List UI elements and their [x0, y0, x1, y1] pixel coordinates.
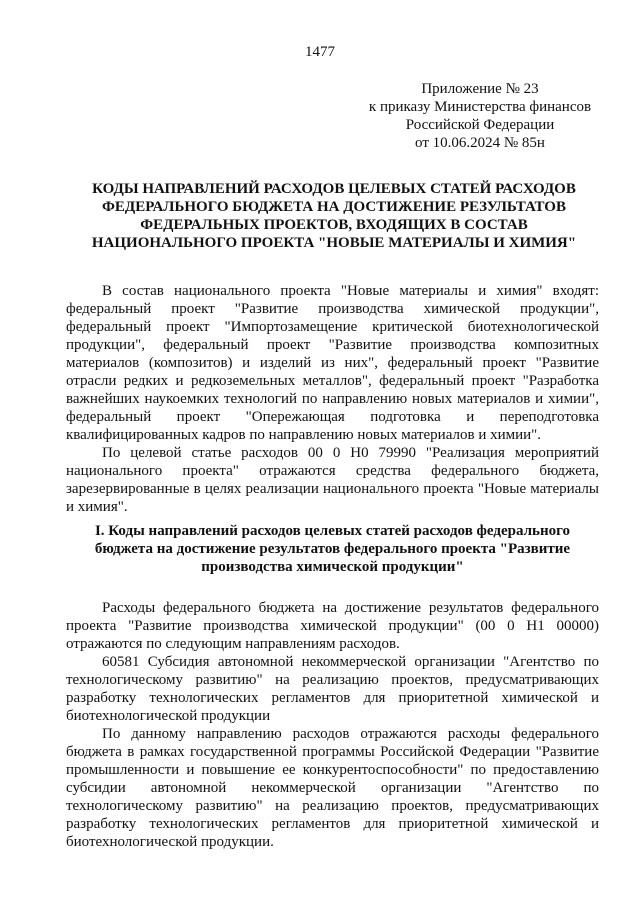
appendix-header — [330, 80, 630, 152]
section-title — [66, 522, 599, 576]
title-line: ФЕДЕРАЛЬНЫХ ПРОЕКТОВ, ВХОДЯЩИХ В СОСТАВ — [140, 217, 528, 233]
title-line: ФЕДЕРАЛЬНОГО БЮДЖЕТА НА ДОСТИЖЕНИЕ РЕЗУЛЬТАТОВ — [102, 199, 566, 215]
section-title-line: производства химической продукции" — [201, 559, 464, 575]
intro-text — [66, 282, 599, 516]
section-text — [66, 599, 599, 851]
section-title-line: I. Коды направлений расходов целевых статей расходов федерального — [94, 523, 571, 539]
appendix-line: к приказу Министерства финансов — [368, 99, 592, 115]
document-title — [60, 180, 608, 252]
paragraph: По данному направлению расходов отражаются расходы федерального бюджета в рамках государственной программы Российской Федерации "Развитие промышленности и повышение ее конкурентоспособности" по предоставлению субсидии автономной некоммерческой организации "Агентство по технологическому развитию" на реализацию проектов, предусматривающих разработку технологических регламентов для приоритетной химической и биотехнологической продукции. — [66, 726, 599, 850]
paragraph: Расходы федерального бюджета на достижение результатов федерального проекта "Развитие производства химической продукции" (00 0 Н1 00000) отражаются по следующим направлениям расходов. — [66, 600, 599, 652]
section-title-line: бюджета на достижение результатов федерального проекта "Развитие — [94, 541, 571, 557]
appendix-line: Приложение № 23 — [421, 81, 539, 97]
page-number: 1477 — [305, 44, 335, 60]
appendix-line: Российской Федерации — [405, 117, 555, 133]
title-line: КОДЫ НАПРАВЛЕНИЙ РАСХОДОВ ЦЕЛЕВЫХ СТАТЕЙ РАСХОДОВ — [92, 181, 576, 197]
paragraph: По целевой статье расходов 00 0 Н0 79990 "Реализация мероприятий национального проекта" отражаются средства федерального бюджета, зарезервированные в целях реализации национального проекта "Новые материалы и химия". — [66, 445, 599, 515]
paragraph: В состав национального проекта "Новые материалы и химия" входят: федеральный проект "Развитие производства химической продукции", федеральный проект "Импортозамещение критической биотехнологической продукции", федеральный проект "Развитие производства композитных материалов (композитов) и изделий из них", федеральный проект "Развитие отрасли редких и редкоземельных металлов", федеральный проект "Разработка важнейших наукоемких технологий по направлению новых материалов и химии", федеральный проект "Опережающая подготовка и переподготовка квалифицированных кадров по направлению новых материалов и химии". — [66, 283, 599, 443]
title-line: НАЦИОНАЛЬНОГО ПРОЕКТА "НОВЫЕ МАТЕРИАЛЫ И ХИМИЯ" — [91, 235, 577, 251]
appendix-line: от 10.06.2024 № 85н — [415, 135, 545, 151]
paragraph: 60581 Субсидия автономной некоммерческой организации "Агентство по технологическому развитию" на реализацию проектов, предусматривающих разработку технологических регламентов для приоритетной химической и биотехнологической продукции — [66, 654, 599, 724]
